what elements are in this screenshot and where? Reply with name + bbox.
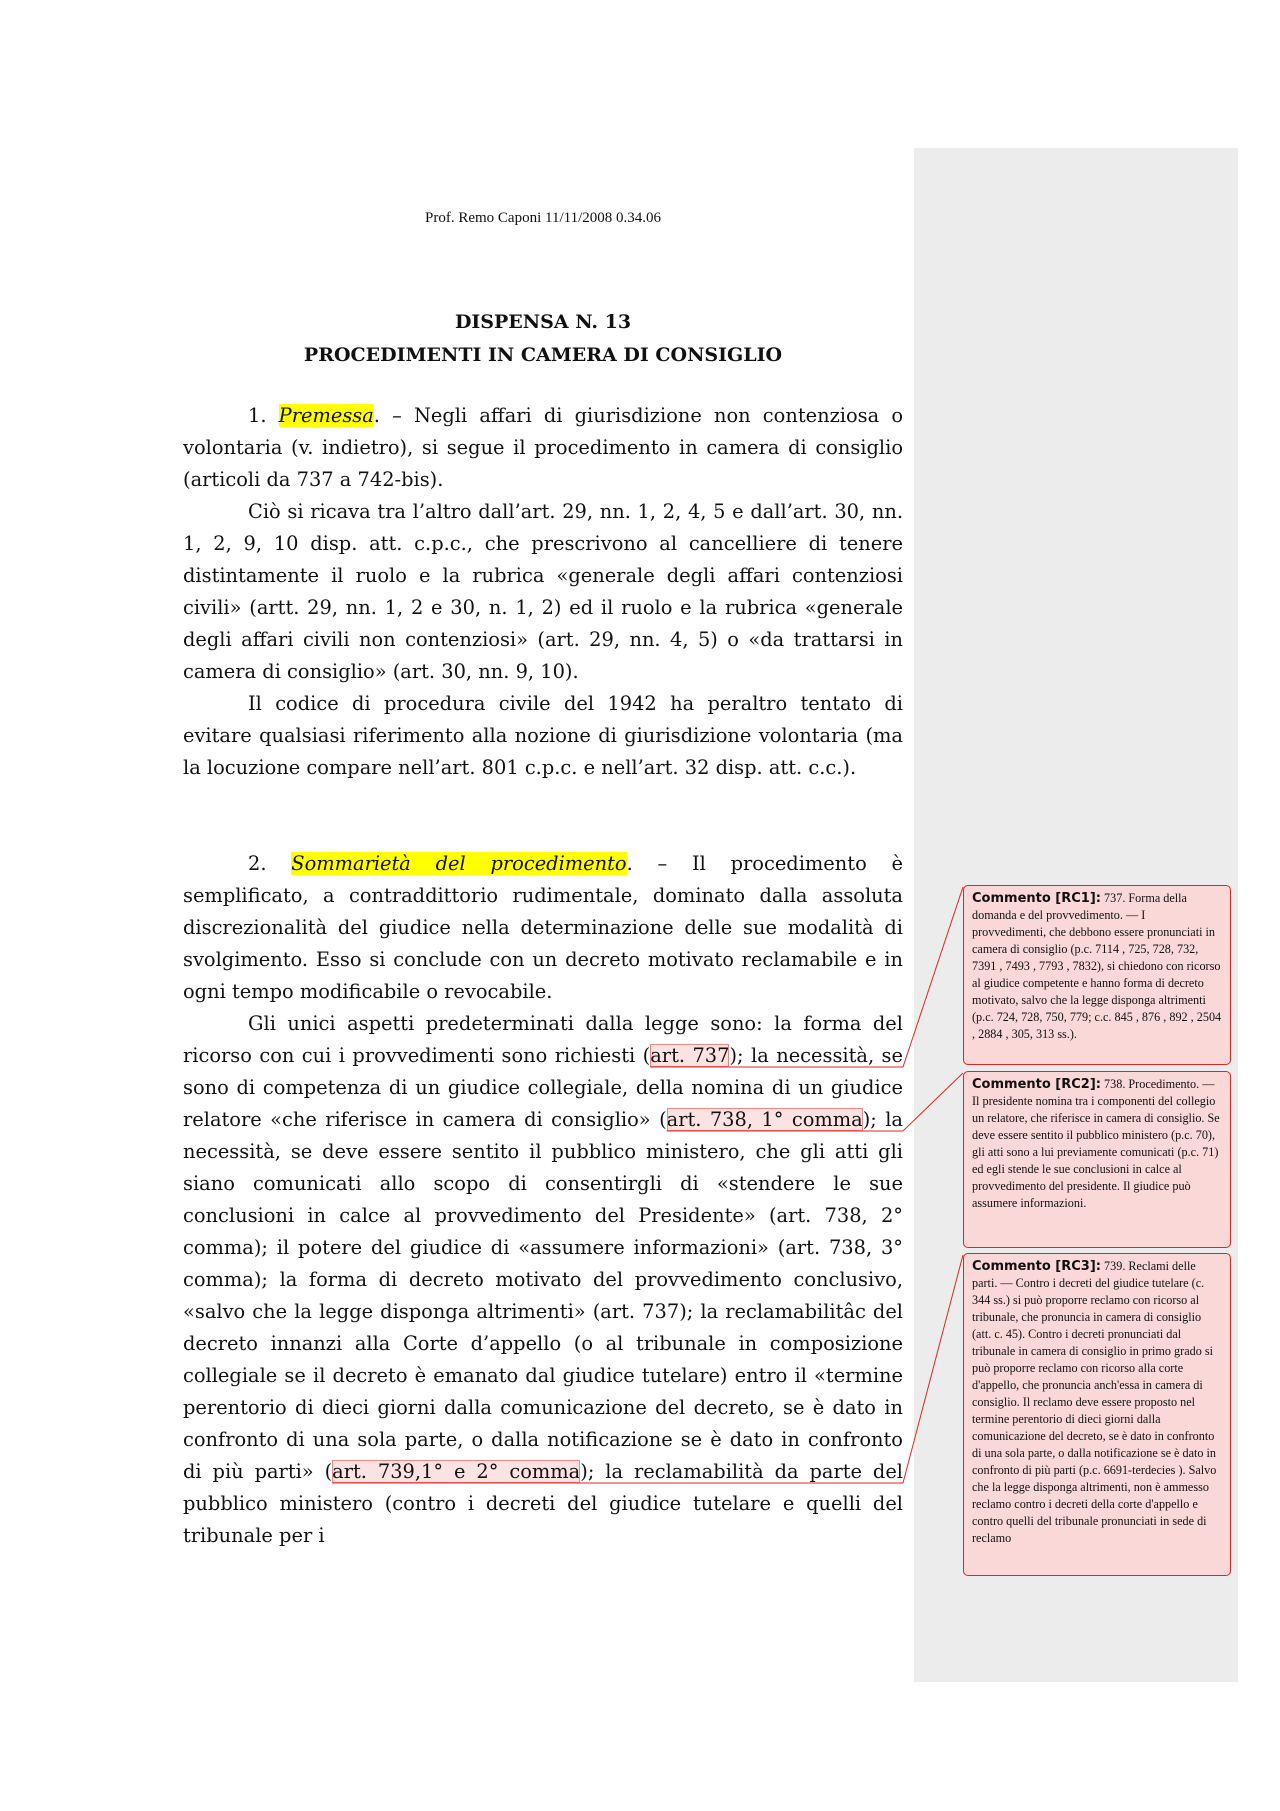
section-heading: Sommarietà del procedimento xyxy=(291,852,627,875)
paragraph-text: . – Il procedimento è semplificato, a contraddittorio rudimentale, dominato dalla assoluta discrezionalità del giudice nella determinazione delle sue modalità di svolgimento. Esso si conclude con un decreto motivato reclamabile e in ogni tempo modificabile o revocabile. xyxy=(183,852,903,1003)
comment-text: 738. Procedimento. — Il presidente nomina tra i componenti del collegio un relatore, che riferisce in camera di consiglio. Se deve essere sentito il pubblico ministero (p.c. 70), gli atti sono a lui previamente comunicati (p.c. 71) ed egli stende le sue conclusioni in calce al provvedimento del presidente. Il giudice può assumere informazioni. xyxy=(972,1077,1220,1210)
paragraph-text: ); la necessità, se deve essere sentito il pubblico ministero, che gli atti gli siano comunicati allo scopo di consentirgli di «stendere le sue conclusioni in calce al provvedimento del Presidente» (art. 738, 2° comma); il potere del giudice di «assumere informazioni» (art. 738, 3° comma); la forma di decreto motivato del provvedimento conclusivo, «salvo che la legge disponga altrimenti» (art. 737); la reclamabilitâc del decreto innanzi alla Corte d’appello (o al tribunale in composizione collegiale se il decreto è emanato dal giudice tutelare) entro il «termine perentorio di dieci giorni dalla comunicazione del decreto, se è dato in confronto di una sola parte, o dalla notificazione se è dato in confronto di più parti» ( xyxy=(183,1108,903,1483)
paragraph-text: ); la reclamabilità da parte del pubblico ministero (contro i decreti del giudice tutelare e quelli del tribunale per i xyxy=(183,1460,904,1547)
paragraph: Il codice di procedura civile del 1942 ha peraltro tentato di evitare qualsiasi riferimento alla nozione di giurisdizione volontaria (ma la locuzione compare nell’art. 801 c.p.c. e nell’art. 32 disp. att. c.c.). xyxy=(183,692,903,779)
comment-text: 739. Reclami delle parti. — Contro i decreti del giudice tutelare (c. 344 ss.) si può proporre reclamo con ricorso al tribunale, che pronuncia in camera di consiglio (att. c. 45). Contro i decreti pronunciati dal tribunale in camera di consiglio in primo grado si può proporre reclamo con ricorso alla corte d'appello, che pronuncia anch'essa in camera di consiglio. Il reclamo deve essere proposto nel termine perentorio di dieci giorni dalla comunicazione del decreto, se è dato in confronto di una sola parte, o dalla notificazione se è dato in confronto di più parti (p.c. 6691-terdecies ). Salvo che la legge disponga altrimenti, non è ammesso reclamo contro i decreti della corte d'appello e contro quelli del tribunale pronunciati in sede di reclamo xyxy=(972,1259,1217,1545)
comment-label: Commento [RC2]: xyxy=(972,1077,1101,1092)
document-title xyxy=(183,306,903,372)
comment-rc2[interactable] xyxy=(963,1071,1231,1248)
paragraph-text: ); la necessità, se sono di competenza di un giudice collegiale, della nomina di un giudice relatore «che riferisce in camera di consiglio» ( xyxy=(183,1044,903,1131)
comment-rc3[interactable] xyxy=(963,1253,1231,1576)
paragraph-text: . – Negli affari di giurisdizione non contenziosa o volontaria (v. indietro), si segue il procedimento in camera di consiglio (articoli da 737 a 742-bis). xyxy=(183,404,903,491)
paragraph: Ciò si ricava tra l’altro dall’art. 29, nn. 1, 2, 4, 5 e dall’art. 30, nn. 1, 2, 9, 10 disp. att. c.p.c., che prescrivono al cancelliere di tenere distintamente il ruolo e la rubrica «generale degli affari contenziosi civili» (artt. 29, nn. 1, 2 e 30, n. 1, 2) ed il ruolo e la rubrica «generale degli affari civili non contenziosi» (art. 29, nn. 4, 5) o «da trattarsi in camera di consiglio» (art. 30, nn. 9, 10). xyxy=(183,500,903,683)
paragraph-text: Gli unici aspetti predeterminati dalla legge sono: la forma del ricorso con cui i provvedimenti sono richiesti ( xyxy=(183,1012,903,1067)
paragraph xyxy=(183,400,903,496)
section-number: 1. xyxy=(248,404,267,427)
title-line-2: PROCEDIMENTI IN CAMERA DI CONSIGLIO xyxy=(303,344,783,366)
comment-anchor-rc2[interactable]: art. 738, 1° comma xyxy=(666,1108,863,1131)
paragraph xyxy=(183,848,903,1008)
section-number: 2. xyxy=(248,852,267,875)
page-header: Prof. Remo Caponi 11/11/2008 0.34.06 xyxy=(425,210,661,226)
comment-anchor-rc3[interactable]: art. 739,1° e 2° comma xyxy=(332,1460,581,1483)
comment-anchor-rc1[interactable]: art. 737 xyxy=(650,1044,730,1067)
section-premessa xyxy=(183,400,903,784)
title-line-1: DISPENSA N. 13 xyxy=(454,311,632,333)
comment-text: 737. Forma della domanda e del provvedimento. — I provvedimenti, che debbono essere pronunciati in camera di consiglio (p.c. 7114 , 725, 728, 732, 7391 , 7493 , 7793 , 7832), si chiedono con ricorso al giudice competente e hanno forma di decreto motivato, salvo che la legge disponga altrimenti (p.c. 724, 728, 750, 779; c.c. 845 , 876 , 892 , 2504 , 2884 , 305, 313 ss.). xyxy=(972,891,1222,1041)
comment-label: Commento [RC3]: xyxy=(972,1259,1101,1274)
section-heading: Premessa xyxy=(278,404,374,427)
section-sommarieta xyxy=(183,848,903,1552)
paragraph xyxy=(183,1008,903,1552)
comment-rc1[interactable] xyxy=(963,885,1231,1065)
comment-label: Commento [RC1]: xyxy=(972,891,1101,906)
